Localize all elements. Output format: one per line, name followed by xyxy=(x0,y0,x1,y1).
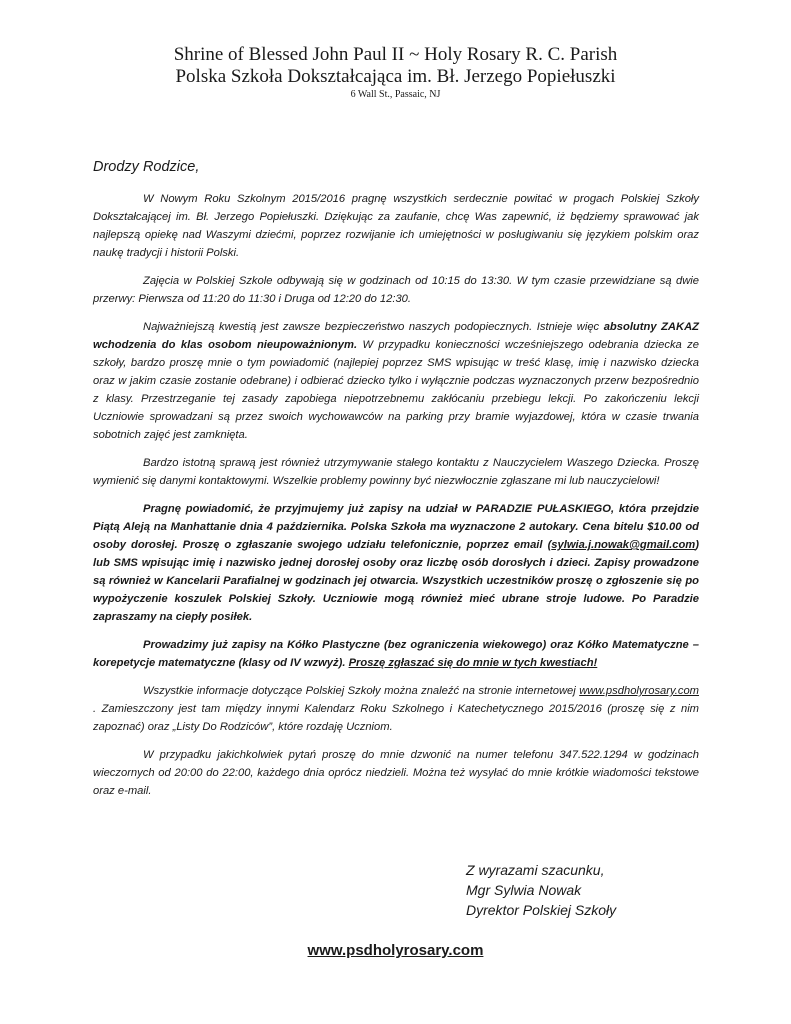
clubs-contact-note: Proszę zgłaszać się do mnie w tych kwestiach! xyxy=(348,657,598,669)
school-address: 6 Wall St., Passaic, NJ xyxy=(350,89,441,100)
parish-name: Shrine of Blessed John Paul II ~ Holy Rosary R. C. Parish xyxy=(173,44,618,65)
paragraph-welcome: W Nowym Roku Szkolnym 2015/2016 pragnę wszystkich serdecznie powitać w progach Polskiej Szkoły Dokształcającej im. Bł. Jerzego Popiełuszki. Dziękując za zaufanie, chcę Was zapewnić, iż będziemy sprawować jak najlepszą opiekę nad Waszymi dziećmi, poprzez rozwijanie ich umiejętności w posługiwaniu się językiem polskim oraz naukę tradycji i historii Polski. xyxy=(93,193,699,259)
website-link[interactable]: www.psdholyrosary.com xyxy=(579,685,699,697)
signer-name: Mgr Sylwia Nowak xyxy=(466,882,582,898)
website-text-start: Wszystkie informacje dotyczące Polskiej Szkoły można znaleźć na stronie internetowej xyxy=(143,685,580,697)
clubs-text: Prowadzimy już zapisy na Kółko Plastyczne (bez ograniczenia wiekowego) oraz Kółko Matematyczne – korepetycje matematyczne (klasy od IV wzwyż). xyxy=(93,639,699,669)
signer-title: Dyrektor Polskiej Szkoły xyxy=(466,902,617,918)
signature-block xyxy=(466,860,616,920)
paragraph-contact-teacher: Bardzo istotną sprawą jest również utrzymywanie stałego kontaktu z Nauczycielem Waszego Dziecka. Proszę wymienić się danymi kontaktowymi. Wszelkie problemy powinny być niezwłocznie zgłaszane mi lub nauczycielowi! xyxy=(93,457,699,487)
paragraph-schedule: Zajęcia w Polskiej Szkole odbywają się w godzinach od 10:15 do 13:30. W tym czasie przewidziane są dwie przerwy: Pierwsza od 11:20 do 11:30 i Druga od 12:20 do 12:30. xyxy=(93,275,699,305)
paragraph-website xyxy=(93,682,699,736)
website-text-end: . Zamieszczony jest tam między innymi Kalendarz Roku Szkolnego i Katechetycznego 2015/2016 (proszę się z nim zapoznać) oraz „Listy Do Rodziców”, które rozdaję Uczniom. xyxy=(93,703,699,733)
greeting: Drodzy Rodzice, xyxy=(93,159,200,175)
closing: Z wyrazami szacunku, xyxy=(466,862,605,878)
paragraph-safety xyxy=(93,318,699,444)
paragraph-parade xyxy=(93,500,699,626)
parade-text-end: ) lub SMS wpisując imię i nazwisko jednej dorosłej osoby oraz liczbę osób dorosłych i dzieci. Zapisy prowadzone są również w Kancelarii Parafialnej w godzinach jej otwarcia. Wszystkich uczestników proszę o zgłoszenie się po wypożyczenie koszulek Polskiej Szkoły. Uczniowie mogą również mieć ubrane stroje ludowe. Po Paradzie zapraszamy na ciepły posiłek. xyxy=(93,539,699,623)
email-link[interactable]: sylwia.j.nowak@gmail.com xyxy=(551,539,696,551)
parade-text-start: Pragnę powiadomić, że przyjmujemy już zapisy na udział w PARADZIE PUŁASKIEGO, która przejdzie Piątą Aleją na Manhattanie dnia 4 października. Polska Szkoła ma wyznaczone 2 autokary. Cena bitelu $10.00 od osoby dorosłej. Proszę o zgłaszanie swojego udziału telefonicznie, poprzez email ( xyxy=(93,503,699,551)
safety-ban-notice: absolutny ZAKAZ wchodzenia do klas osobom nieupoważnionym. xyxy=(93,321,699,351)
school-name: Polska Szkoła Dokształcająca im. Bł. Jerzego Popiełuszki xyxy=(175,66,616,87)
paragraph-clubs xyxy=(93,636,699,672)
letterhead xyxy=(0,44,791,101)
letter-body xyxy=(93,158,699,810)
safety-text-end: W przypadku konieczności wcześniejszego odebrania dziecka ze szkoły, bardzo proszę mnie o tym powiadomić (najlepiej poprzez SMS wpisując w treść klasę, imię i nazwisko dziecka oraz w jakim czasie zostanie odebrane) i odbierać dziecko tylko i wyłącznie podczas wyznaczonych przerw bezpośrednio z klasy. Przestrzeganie tej zasady zapobiega niepotrzebnemu zakłócaniu przebiegu lekcji. Po zakończeniu lekcji Uczniowie sprowadzani są przez swoich wychowawców na parking przy bramie wyjazdowej, która w czasie trwania sobotnich zajęć jest zamknięta. xyxy=(93,339,699,441)
safety-text-start: Najważniejszą kwestią jest zawsze bezpieczeństwo naszych podopiecznych. Istnieje więc xyxy=(143,321,604,333)
footer-website-link[interactable]: www.psdholyrosary.com xyxy=(307,942,484,959)
paragraph-phone: W przypadku jakichkolwiek pytań proszę do mnie dzwonić na numer telefonu 347.522.1294 w godzinach wieczornych od 20:00 do 22:00, każdego dnia oprócz niedzieli. Można też wysyłać do mnie krótkie wiadomości tekstowe oraz e-mail. xyxy=(93,749,699,797)
